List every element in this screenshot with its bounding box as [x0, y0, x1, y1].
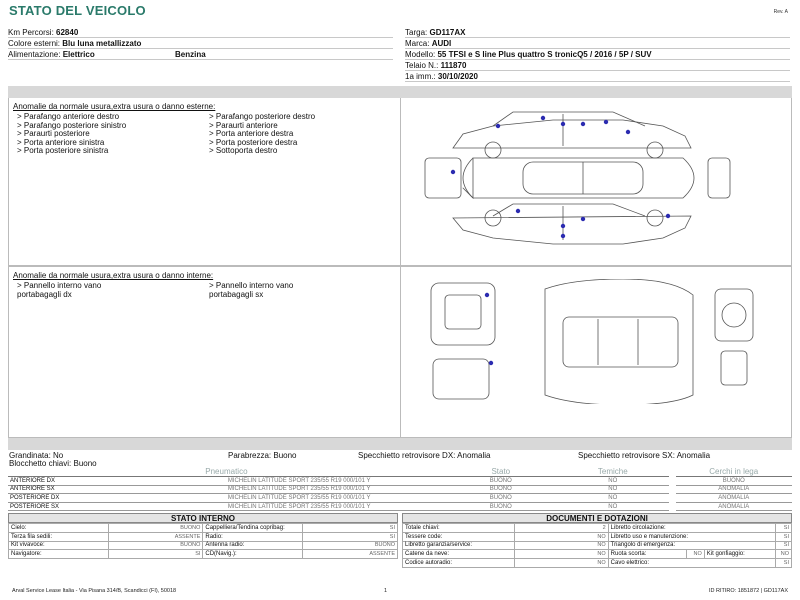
- external-damage-list-1: [17, 113, 126, 156]
- info-row-modello: Modello: 55 TFSI e S line Plus quattro S tronicQ5 / 2016 / 5P / SUV: [405, 49, 790, 60]
- summary-block: [8, 451, 792, 467]
- damage-item: portabagagli sx: [209, 289, 264, 299]
- targa-value: GD117AX: [429, 28, 466, 37]
- info-row-targa: Targa: GD117AX: [405, 27, 790, 38]
- section-divider: [8, 86, 792, 98]
- table-row: Tessere code: NO Libretto uso e manutenzione: SI: [403, 532, 792, 541]
- tyres-header-temiche: Temiche: [557, 467, 669, 477]
- table-row: Codice autoradio: NO Cavo elettrico: SI: [403, 559, 792, 568]
- info-row-marca: Marca: AUDI: [405, 38, 790, 49]
- damage-item: > Pannello interno vano: [209, 281, 294, 290]
- internal-damage-list-1: [17, 282, 101, 299]
- info-row-telaio: Telaio N.: 111870: [405, 60, 790, 71]
- vehicle-info-right: [405, 27, 790, 82]
- car-exterior-diagram: [423, 106, 733, 256]
- marca-value: AUDI: [431, 39, 452, 48]
- tyres-header-pneumatico: Pneumatico: [8, 467, 445, 477]
- revision-label: Rev. A: [773, 9, 788, 15]
- external-damage-heading: Anomalie da normale usura,extra usura o danno esterne:: [13, 102, 216, 111]
- damage-item: > Paraurti anteriore: [209, 120, 278, 130]
- table-row: ANTERIORE DX MICHELIN LATITUDE SPORT 235/55 R19 000/101 Y BUONO NO BUONO: [8, 477, 792, 486]
- tyres-table: [8, 467, 792, 511]
- damage-item: > Parafango posteriore sinistro: [17, 120, 127, 130]
- table-row: Totale chiavi: 2 Libretto circolazione: SI: [403, 524, 792, 533]
- table-row: Catene da neve: NO Ruota scorta: NO Kit gonfiaggio: NO: [403, 550, 792, 559]
- table-row: Cielo: BUONO Cappelliera/Tendina copribag: SI: [9, 524, 398, 533]
- table-row: Terza fila sedili: ASSENTE Radio: SI: [9, 532, 398, 541]
- damage-item: > Porta anteriore destra: [209, 129, 294, 139]
- documenti-title: DOCUMENTI E DOTAZIONI: [402, 513, 792, 523]
- km-value: 62840: [56, 28, 79, 37]
- info-row-colore: Colore esterni: Blu luna metallizzato: [8, 38, 393, 49]
- damage-item: > Paraurti posteriore: [17, 129, 90, 139]
- table-row: Navigatore: SI CD(Navig.): ASSENTE: [9, 550, 398, 559]
- internal-damage-list-2: [209, 282, 293, 299]
- car-interior-diagram: [423, 279, 763, 404]
- grandinata-status: Grandinata: No: [9, 451, 64, 460]
- table-row: POSTERIORE DX MICHELIN LATITUDE SPORT 235/55 R19 000/101 Y BUONO NO ANOMALIA: [8, 494, 792, 503]
- alimentazione-value: Elettrico: [62, 50, 95, 59]
- colore-value: Blu luna metallizzato: [62, 39, 142, 48]
- blocchetto-chiavi-status: Blocchetto chiavi: Buono: [9, 459, 97, 468]
- damage-item: > Porta anteriore sinistra: [17, 137, 105, 147]
- internal-damage-panel: [8, 266, 792, 438]
- telaio-value: 111870: [440, 61, 467, 70]
- immatricolazione-value: 30/10/2020: [437, 72, 478, 81]
- vehicle-info-left: [8, 27, 393, 60]
- internal-damage-heading: Anomalie da normale usura,extra usura o danno interne:: [13, 271, 214, 280]
- alimentazione-extra: Benzina: [175, 50, 206, 59]
- info-row-km: Km Percorsi: 62840: [8, 27, 393, 38]
- modello-value: 55 TFSI e S line Plus quattro S tronicQ5 / 2016 / 5P / SUV: [437, 50, 652, 59]
- external-damage-list-2: [209, 113, 315, 156]
- damage-item: > Pannello interno vano: [17, 281, 102, 290]
- tyres-header-stato: Stato: [445, 467, 557, 477]
- table-row: Libretto garanzia/service: NO Triangolo di emergenza: SI: [403, 541, 792, 550]
- damage-item: > Parafango anteriore destro: [17, 112, 120, 121]
- footer-id-ritiro: ID RITIRO: 1851872 | GD117AX: [709, 588, 788, 594]
- table-row: POSTERIORE SX MICHELIN LATITUDE SPORT 235/55 R19 000/101 Y BUONO NO ANOMALIA: [8, 502, 792, 511]
- page-title: STATO DEL VEICOLO: [9, 3, 146, 18]
- stato-interno-title: STATO INTERNO: [8, 513, 398, 523]
- damage-item: > Parafango posteriore destro: [209, 112, 316, 121]
- table-row: Kit vivavoce: BUONO Antenna radio: BUONO: [9, 541, 398, 550]
- table-row: ANTERIORE SX MICHELIN LATITUDE SPORT 235/55 R19 000/101 Y BUONO NO ANOMALIA: [8, 485, 792, 494]
- footer-page-number: 1: [384, 588, 388, 594]
- info-row-immatricolazione: 1a imm.: 30/10/2020: [405, 71, 790, 82]
- specchietto-dx-status: Specchietto retrovisore DX: Anomalia: [358, 451, 491, 460]
- footer-company: Arval Service Lease Italia - Via Pisana 314/B, Scandicci (FI), 50018: [12, 588, 177, 594]
- info-row-alimentazione: Alimentazione: Elettrico Benzina: [8, 49, 393, 60]
- stato-interno-section: [8, 513, 398, 559]
- external-damage-panel: [8, 98, 792, 266]
- documenti-section: [402, 513, 792, 568]
- parabrezza-status: Parabrezza: Buono: [228, 451, 297, 460]
- damage-item: portabagagli dx: [17, 289, 72, 299]
- damage-item: > Porta posteriore destra: [209, 137, 298, 147]
- section-divider: [8, 438, 792, 450]
- tyres-header-cerchi: Cerchi in lega: [676, 467, 793, 477]
- damage-item: > Porta posteriore sinistra: [17, 146, 109, 156]
- damage-item: > Sottoporta destro: [209, 146, 278, 156]
- specchietto-sx-status: Specchietto retrovisore SX: Anomalia: [578, 451, 711, 460]
